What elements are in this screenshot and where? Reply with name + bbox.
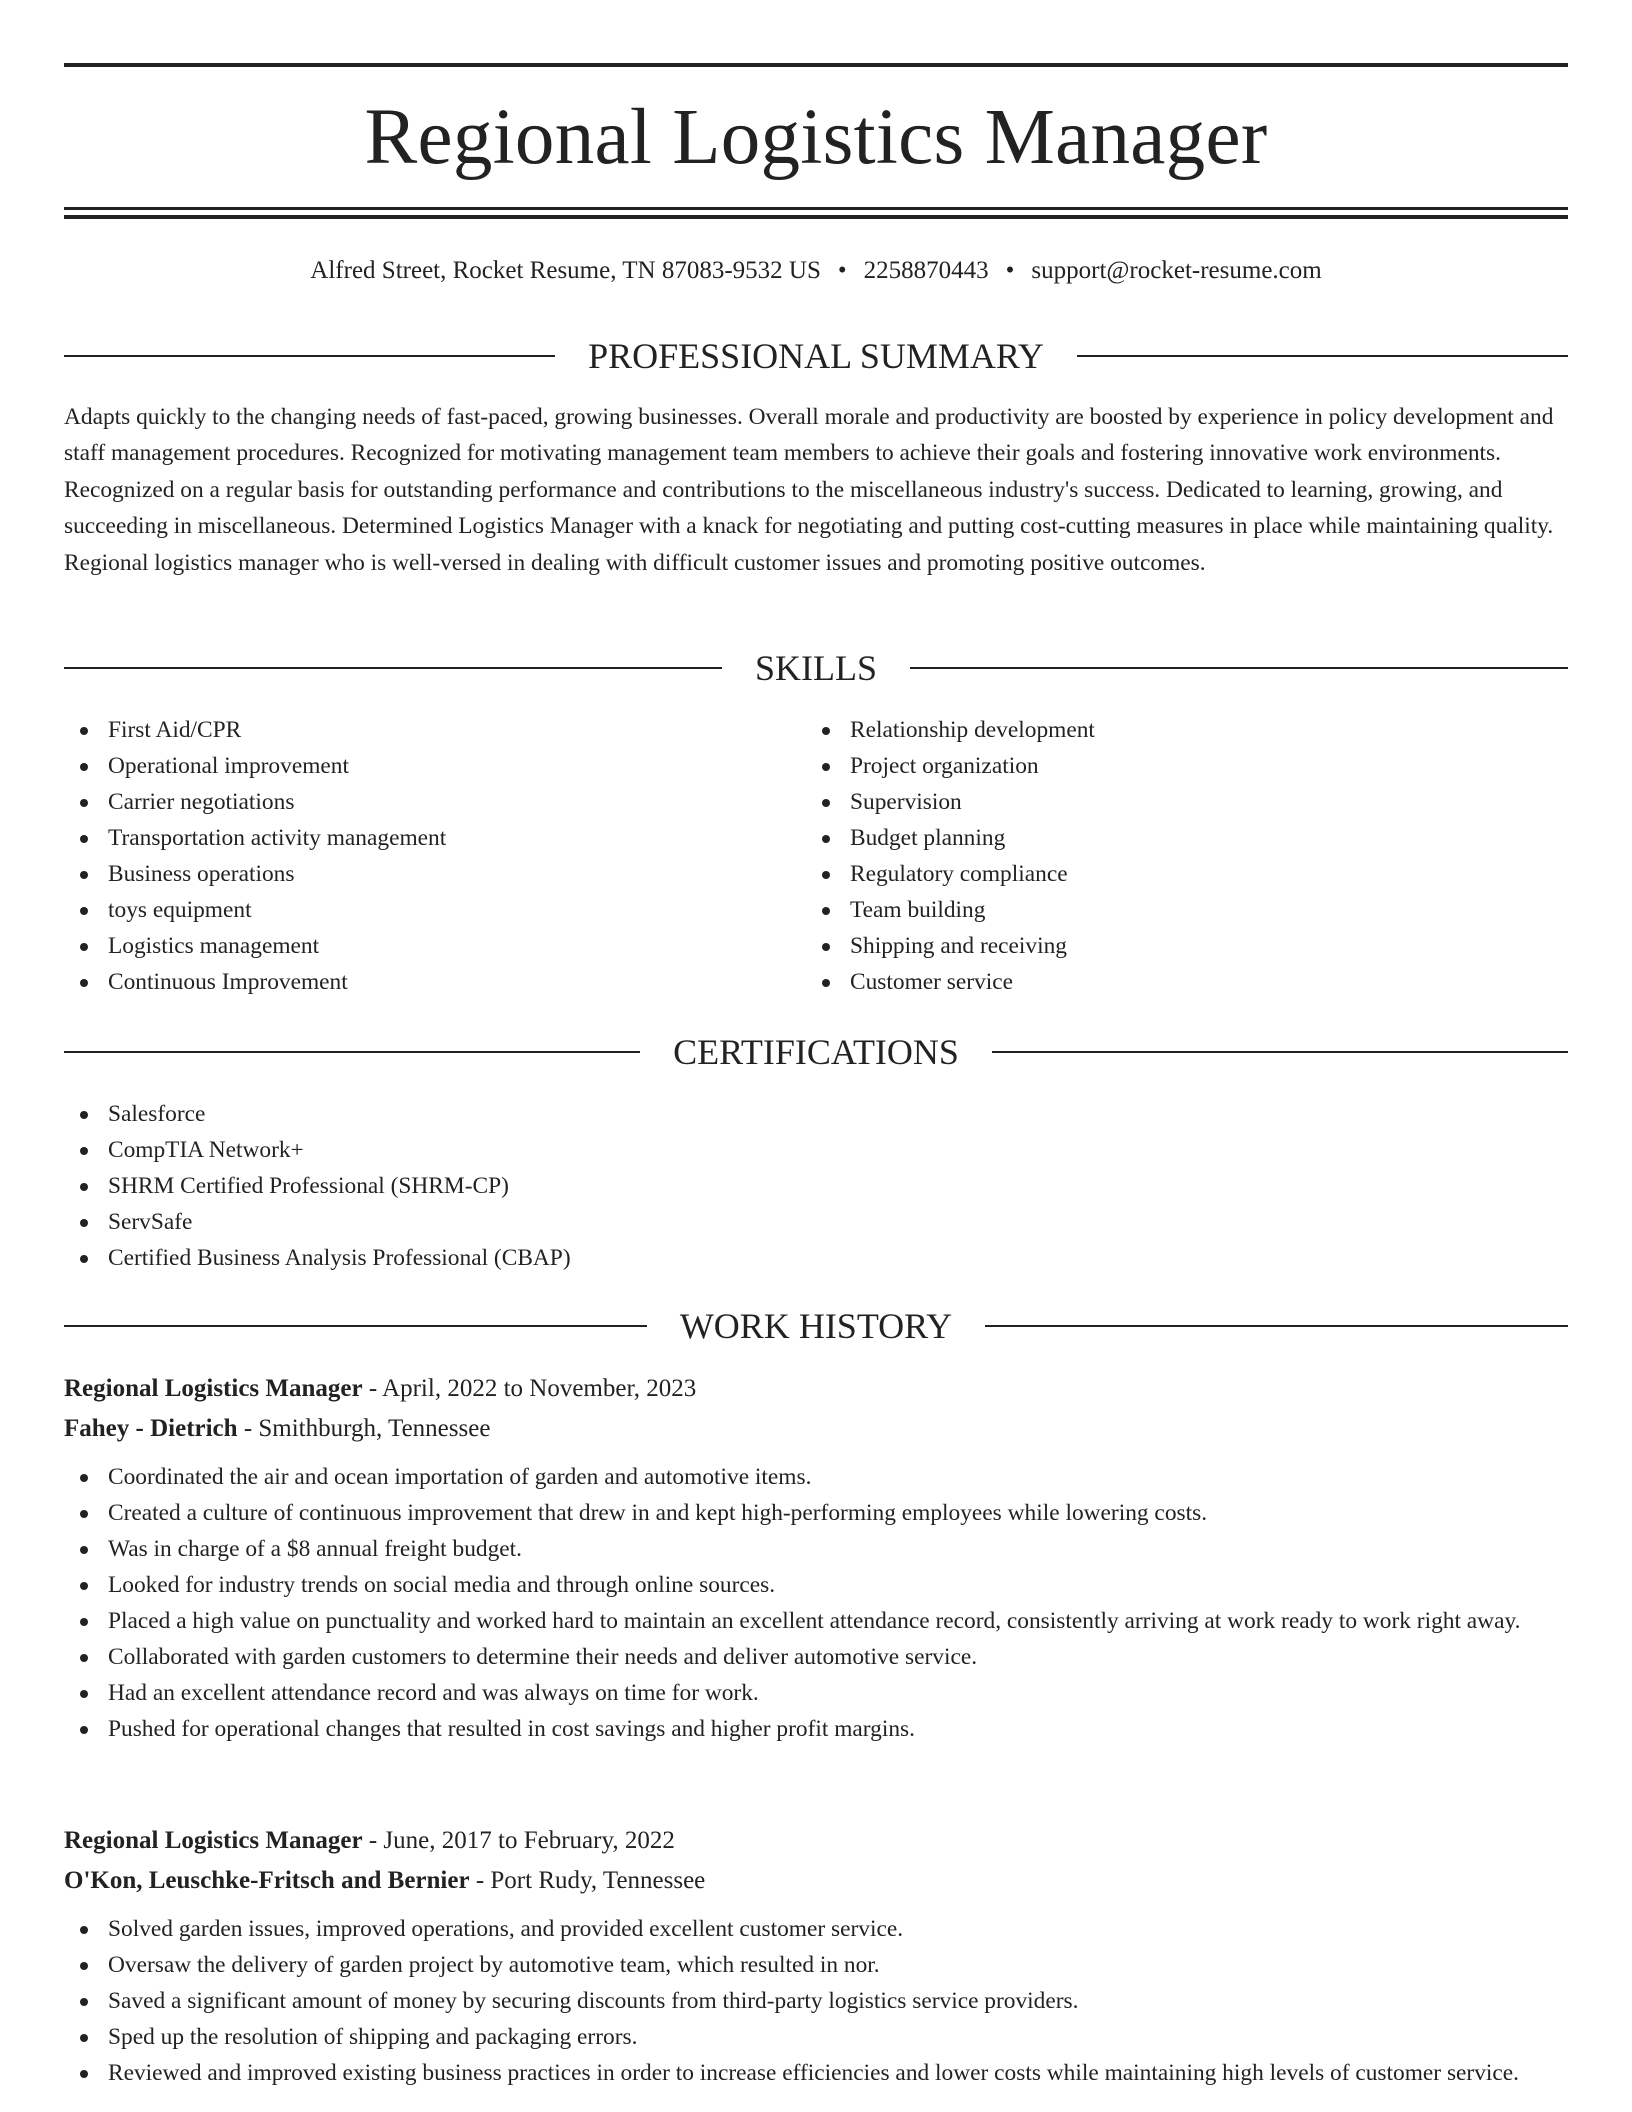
job-bullet: Sped up the resolution of shipping and packaging errors. <box>64 2019 1568 2055</box>
job-dates: April, 2022 to November, 2023 <box>382 1375 697 1402</box>
heading-rule <box>64 355 555 357</box>
skill-item: Project organization <box>806 748 1526 784</box>
certifications-heading <box>64 1030 1568 1074</box>
header-double-rule-lower <box>64 215 1568 219</box>
heading-rule <box>1077 355 1568 357</box>
skill-item: Transportation activity management <box>64 820 784 856</box>
heading-rule <box>64 667 722 669</box>
certification-item: SHRM Certified Professional (SHRM-CP) <box>64 1168 1568 1204</box>
job-bullet: Coordinated the air and ocean importation of garden and automotive items. <box>64 1459 1568 1495</box>
skill-item: Relationship development <box>806 712 1526 748</box>
certification-item: Salesforce <box>64 1096 1568 1132</box>
section-title: CERTIFICATIONS <box>673 1032 959 1072</box>
skill-item: toys equipment <box>64 892 784 928</box>
skill-item: Shipping and receiving <box>806 928 1526 964</box>
job-company-line: Fahey - Dietrich - Smithburgh, Tennessee <box>64 1415 491 1442</box>
skill-item: Business operations <box>64 856 784 892</box>
job-bullet: Solved garden issues, improved operations, and provided excellent customer service. <box>64 1911 1568 1947</box>
contact-email: support@rocket-resume.com <box>1031 257 1322 284</box>
contact-phone: 2258870443 <box>863 257 989 284</box>
job-title-line: Regional Logistics Manager - June, 2017 to February, 2022 <box>64 1827 675 1854</box>
job-entry <box>64 1369 1568 1747</box>
job-location: Port Rudy, Tennessee <box>490 1867 706 1894</box>
job-bullet: Placed a high value on punctuality and worked hard to maintain an excellent attendance record, consistently arriving at work ready to work right away. <box>64 1603 1568 1639</box>
skill-item: Customer service <box>806 964 1526 1000</box>
job-bullet: Was in charge of a $8 annual freight budget. <box>64 1531 1568 1567</box>
certifications-list <box>64 1096 1568 1276</box>
section-title: SKILLS <box>755 648 878 688</box>
job-bullet: Pushed for operational changes that resulted in cost savings and higher profit margins. <box>64 1711 1568 1747</box>
section-title: WORK HISTORY <box>679 1306 953 1346</box>
heading-rule <box>992 1051 1568 1053</box>
job-bullets <box>64 1459 1568 1747</box>
job-company: O'Kon, Leuschke-Fritsch and Bernier <box>64 1867 470 1894</box>
contact-separator: • <box>837 257 847 284</box>
job-title-line: Regional Logistics Manager - April, 2022 to November, 2023 <box>64 1375 697 1402</box>
job-bullets <box>64 1911 1568 2091</box>
job-bullet: Created a culture of continuous improvement that drew in and kept high-performing employees while lowering costs. <box>64 1495 1568 1531</box>
header-top-rule <box>64 63 1568 67</box>
skill-item: First Aid/CPR <box>64 712 784 748</box>
certification-item: CompTIA Network+ <box>64 1132 1568 1168</box>
job-company: Fahey - Dietrich <box>64 1415 238 1442</box>
section-title: PROFESSIONAL SUMMARY <box>588 336 1044 376</box>
contact-address: Alfred Street, Rocket Resume, TN 87083-9532 US <box>310 257 821 284</box>
heading-rule <box>910 667 1568 669</box>
skill-item: Team building <box>806 892 1526 928</box>
job-entry <box>64 1821 1568 2091</box>
skill-item: Budget planning <box>806 820 1526 856</box>
job-bullet: Oversaw the delivery of garden project by automotive team, which resulted in nor. <box>64 1947 1568 1983</box>
summary-heading <box>64 334 1568 378</box>
skill-item: Regulatory compliance <box>806 856 1526 892</box>
certification-item: ServSafe <box>64 1204 1568 1240</box>
skills-list-left <box>64 712 784 1000</box>
resume-name: Regional Logistics Manager <box>364 94 1268 181</box>
summary-text: Adapts quickly to the changing needs of fast-paced, growing businesses. Overall morale and productivity are boosted by experience in policy development and staff management procedures. Recognized for motivating management team members to achieve their goals and fostering innovative work environments. Recognized on a regular basis for outstanding performance and contributions to the miscellaneous industry's success. Dedicated to learning, growing, and succeeding in miscellaneous. Determined Logistics Manager with a knack for negotiating and putting cost-cutting measures in place while maintaining quality. Regional logistics manager who is well-versed in dealing with difficult customer issues and promoting positive outcomes. <box>64 404 1554 576</box>
job-title: Regional Logistics Manager <box>64 1375 363 1402</box>
job-title: Regional Logistics Manager <box>64 1827 363 1854</box>
skills-heading <box>64 646 1568 690</box>
job-dates: June, 2017 to February, 2022 <box>383 1827 675 1854</box>
job-company-line: O'Kon, Leuschke-Fritsch and Bernier - Port Rudy, Tennessee <box>64 1867 706 1894</box>
job-bullet: Saved a significant amount of money by securing discounts from third-party logistics service providers. <box>64 1983 1568 2019</box>
skills-list-right <box>806 712 1526 1000</box>
work-history-heading <box>64 1304 1568 1348</box>
job-bullet: Collaborated with garden customers to determine their needs and deliver automotive service. <box>64 1639 1568 1675</box>
skill-item: Logistics management <box>64 928 784 964</box>
contact-line <box>64 254 1568 288</box>
job-bullet: Reviewed and improved existing business practices in order to increase efficiencies and lower costs while maintaining high levels of customer service. <box>64 2055 1568 2091</box>
skill-item: Supervision <box>806 784 1526 820</box>
skill-item: Carrier negotiations <box>64 784 784 820</box>
certification-item: Certified Business Analysis Professional (CBAP) <box>64 1240 1568 1276</box>
heading-rule <box>64 1325 647 1327</box>
skill-item: Operational improvement <box>64 748 784 784</box>
skill-item: Continuous Improvement <box>64 964 784 1000</box>
header-double-rule-upper <box>64 207 1568 210</box>
job-bullet: Looked for industry trends on social media and through online sources. <box>64 1567 1568 1603</box>
heading-rule <box>985 1325 1568 1327</box>
job-location: Smithburgh, Tennessee <box>258 1415 491 1442</box>
job-bullet: Had an excellent attendance record and was always on time for work. <box>64 1675 1568 1711</box>
heading-rule <box>64 1051 640 1053</box>
contact-separator: • <box>1005 257 1015 284</box>
